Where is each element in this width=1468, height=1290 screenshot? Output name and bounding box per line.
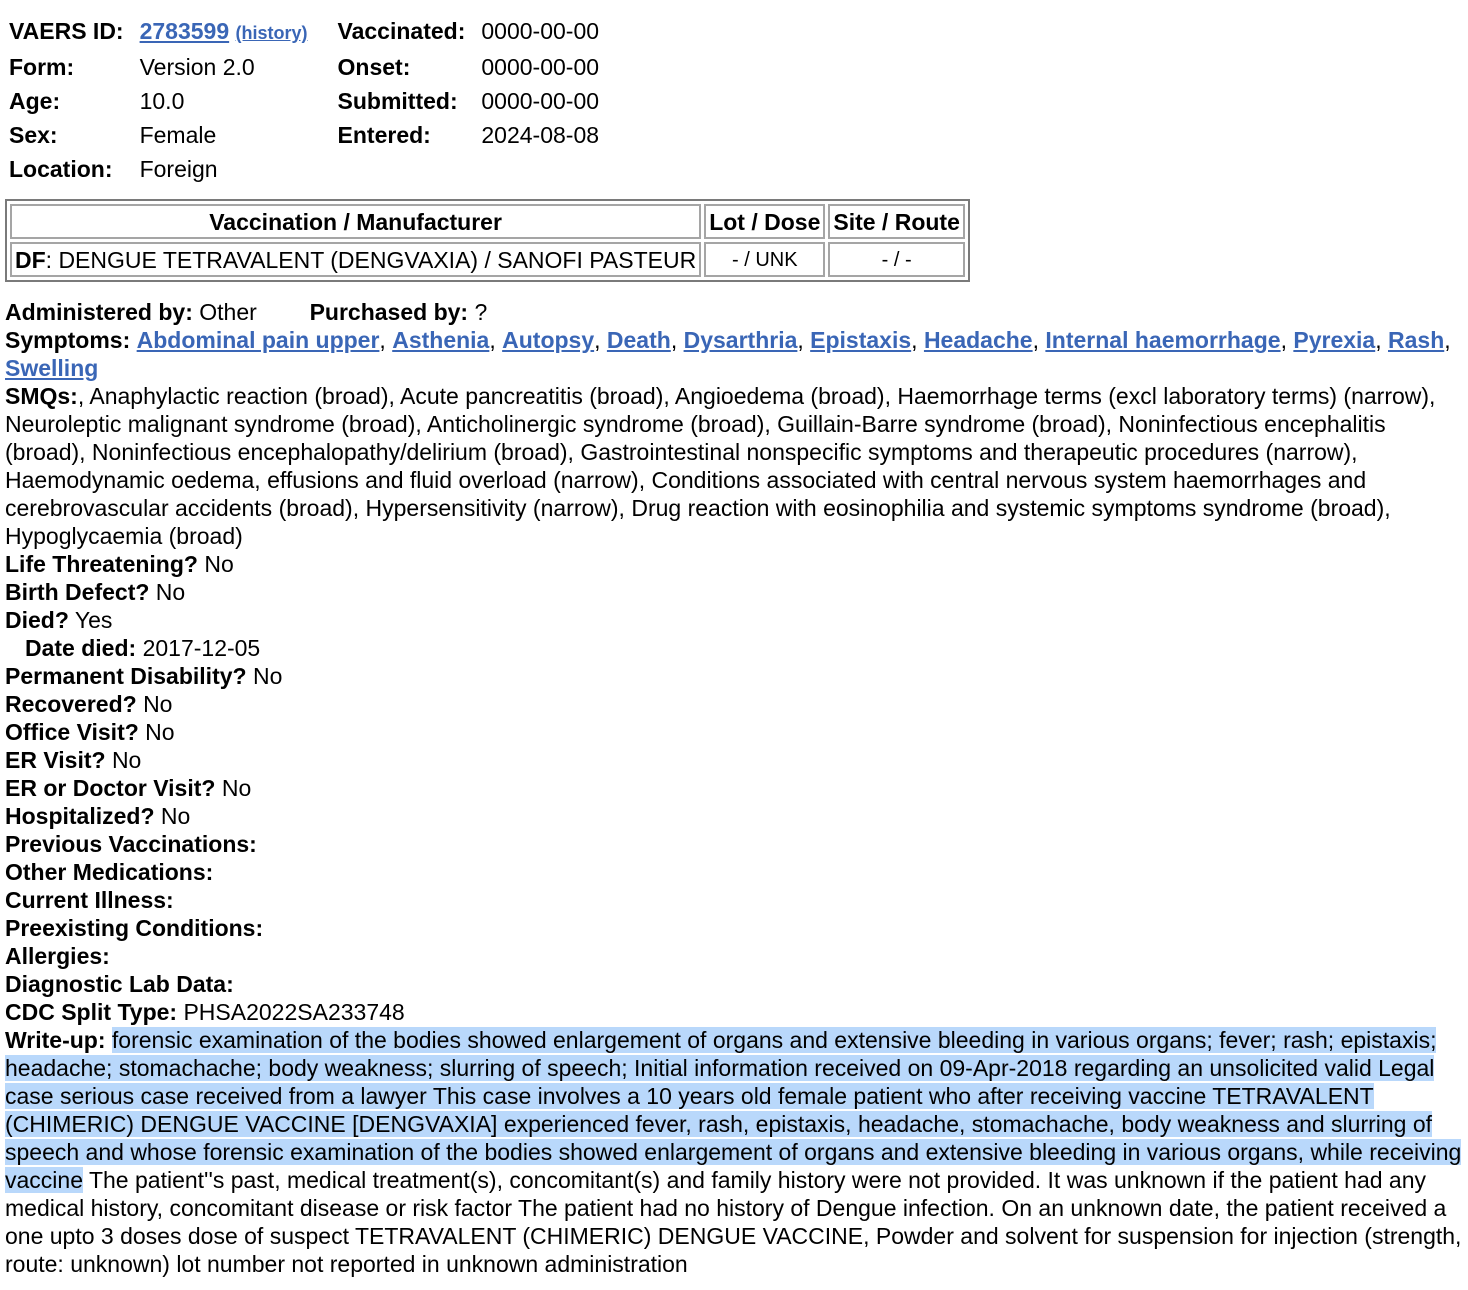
- vaers-id-label: VAERS ID:: [9, 18, 124, 44]
- age-label: Age:: [9, 88, 61, 114]
- writeup-text[interactable]: The patient''s past, medical treatment(s), concomitant(s) and family history were not provided. It was unknown if the patient had any medical history, concomitant disease or risk factor The patient had no history of Dengue infection. On an unknown date, the patient received a one upto 3 doses dose of suspect TETRAVALENT (CHIMERIC) DENGUE VACCINE, Powder and solvent for suspension for injection (strength, route: unknown) lot number not reported in unknown administration: [5, 1167, 1462, 1277]
- hospitalized-row: [5, 802, 1467, 830]
- permanent-disability-value: No: [252, 663, 283, 689]
- birth-defect-label: Birth Defect?: [5, 579, 150, 605]
- vaers-id-link[interactable]: 2783599: [139, 18, 230, 44]
- administered-row: [5, 298, 1467, 326]
- other-medications-label: Other Medications:: [5, 859, 214, 885]
- date-died-value: 2017-12-05: [142, 635, 261, 661]
- writeup-selected-text[interactable]: forensic examination of the bodies showed enlargement of organs and extensive bleeding in various organs; fever; rash; epistaxis; headache; stomachache; body weakness; slurring of speech; Initial information received on 09-Apr-2018 regarding an unsolicited valid Legal case serious case received from a lawyer This case involves a 10 years old female patient who after receiving vaccine TETRAVALENT (CHIMERIC) DENGUE VACCINE [DENGVAXIA] experienced fever, rash, epistaxis, headache, stomachache, body weakness and slurring of speech and whose forensic examination of the bodies showed enlargement of organs and extensive bleeding in various organs, while receiving vaccine: [5, 1027, 1462, 1193]
- previous-vaccinations-row: [5, 830, 1467, 858]
- er-doctor-visit-value: No: [221, 775, 252, 801]
- symptom-link[interactable]: Headache: [923, 327, 1033, 353]
- birth-defect-row: [5, 578, 1467, 606]
- vaccine-code: DF: [15, 246, 46, 273]
- smqs-label: SMQs:: [5, 383, 78, 409]
- writeup-label: Write-up:: [5, 1027, 106, 1053]
- purchased-value: ?: [474, 299, 488, 325]
- form-value: Version 2.0: [139, 54, 255, 80]
- permanent-disability-label: Permanent Disability?: [5, 663, 247, 689]
- symptoms-label: Symptoms:: [5, 327, 131, 353]
- date-died-label: Date died:: [25, 635, 137, 661]
- cdc-split-type-row: [5, 998, 1467, 1026]
- entered-label: Entered:: [337, 122, 431, 148]
- lot-dose-header: Lot / Dose: [704, 204, 825, 239]
- sex-label: Sex:: [9, 122, 58, 148]
- symptom-link[interactable]: Death: [606, 327, 671, 353]
- recovered-value: No: [143, 691, 173, 717]
- report-details: [5, 298, 1467, 1278]
- onset-value: 0000-00-00: [481, 54, 600, 80]
- site-route-cell: - / -: [828, 242, 965, 277]
- preexisting-conditions-label: Preexisting Conditions:: [5, 915, 264, 941]
- er-visit-value: No: [111, 747, 142, 773]
- lot-dose-cell: - / UNK: [704, 242, 825, 277]
- submitted-value: 0000-00-00: [481, 88, 600, 114]
- recovered-label: Recovered?: [5, 691, 137, 717]
- age-value: 10.0: [139, 88, 185, 114]
- er-visit-row: [5, 746, 1467, 774]
- current-illness-row: [5, 886, 1467, 914]
- writeup-row: [5, 1026, 1467, 1278]
- recovered-row: [5, 690, 1467, 718]
- preexisting-conditions-row: [5, 914, 1467, 942]
- er-visit-label: ER Visit?: [5, 747, 106, 773]
- previous-vaccinations-label: Previous Vaccinations:: [5, 831, 257, 857]
- cdc-split-type-label: CDC Split Type:: [5, 999, 178, 1025]
- office-visit-label: Office Visit?: [5, 719, 139, 745]
- history-link[interactable]: (history): [235, 23, 308, 43]
- other-medications-row: [5, 858, 1467, 886]
- vaccine-name: : DENGUE TETRAVALENT (DENGVAXIA) / SANOFI PASTEUR: [45, 246, 697, 273]
- symptom-link[interactable]: Dysarthria: [683, 327, 798, 353]
- symptom-link[interactable]: Asthenia: [392, 327, 490, 353]
- location-value: Foreign: [139, 156, 218, 182]
- life-threatening-row: [5, 550, 1467, 578]
- permanent-disability-row: [5, 662, 1467, 690]
- life-threatening-value: No: [204, 551, 234, 577]
- report-header-table: [5, 12, 629, 188]
- birth-defect-value: No: [155, 579, 186, 605]
- vaccine-cell: [10, 242, 701, 277]
- current-illness-label: Current Illness:: [5, 887, 174, 913]
- sex-value: Female: [139, 122, 217, 148]
- diagnostic-lab-data-label: Diagnostic Lab Data:: [5, 971, 234, 997]
- symptom-link[interactable]: Abdominal pain upper: [136, 327, 380, 353]
- administered-value: Other: [199, 299, 257, 325]
- hospitalized-value: No: [160, 803, 191, 829]
- smqs-row: [5, 382, 1467, 550]
- vaccinated-value: 0000-00-00: [481, 18, 600, 44]
- administered-label: Administered by:: [5, 299, 193, 325]
- er-doctor-visit-label: ER or Doctor Visit?: [5, 775, 216, 801]
- allergies-row: [5, 942, 1467, 970]
- died-label: Died?: [5, 607, 69, 633]
- died-value: Yes: [74, 607, 113, 633]
- symptom-link[interactable]: Pyrexia: [1293, 327, 1376, 353]
- vaccinated-label: Vaccinated:: [337, 18, 466, 44]
- purchased-label: Purchased by:: [309, 299, 469, 325]
- cdc-split-type-value: PHSA2022SA233748: [183, 999, 405, 1025]
- office-visit-row: [5, 718, 1467, 746]
- diagnostic-lab-data-row: [5, 970, 1467, 998]
- location-label: Location:: [9, 156, 113, 182]
- life-threatening-label: Life Threatening?: [5, 551, 198, 577]
- table-row: [10, 242, 965, 277]
- date-died-row: [5, 634, 1467, 662]
- symptom-link[interactable]: Autopsy: [502, 327, 595, 353]
- hospitalized-label: Hospitalized?: [5, 803, 155, 829]
- onset-label: Onset:: [337, 54, 411, 80]
- symptom-link[interactable]: Rash: [1388, 327, 1445, 353]
- vaccination-manufacturer-header: Vaccination / Manufacturer: [10, 204, 701, 239]
- symptom-link[interactable]: Epistaxis: [810, 327, 912, 353]
- smqs-value: , Anaphylactic reaction (broad), Acute pancreatitis (broad), Angioedema (broad), Haemorrhage terms (excl laboratory terms) (narrow), Neuroleptic malignant syndrome (broad), Anticholinergic syndrome (broad), Guillain-Barre syndrome (broad), Noninfectious encephalitis (broad), Noninfectious encephalopathy/delirium (broad), Gastrointestinal nonspecific symptoms and therapeutic procedures (narrow), Haemodynamic oedema, effusions and fluid overload (narrow), Conditions associated with central nervous system haemorrhages and cerebrovascular accidents (broad), Hypersensitivity (narrow), Drug reaction with eosinophilia and systemic symptoms syndrome (broad), Hypoglycaemia (broad): [5, 383, 1436, 549]
- symptom-link[interactable]: Swelling: [5, 355, 99, 381]
- died-row: [5, 606, 1467, 634]
- office-visit-value: No: [145, 719, 175, 745]
- vaccination-table: [5, 199, 970, 282]
- symptom-link[interactable]: Internal haemorrhage: [1045, 327, 1281, 353]
- entered-value: 2024-08-08: [481, 122, 600, 148]
- symptoms-row: Symptoms: Abdominal pain upper, Asthenia, Autopsy, Death, Dysarthria, Epistaxis, Headache, Internal haemorrhage, Pyrexia, Rash, Swelling: [5, 327, 1451, 381]
- form-label: Form:: [9, 54, 75, 80]
- submitted-label: Submitted:: [337, 88, 458, 114]
- allergies-label: Allergies:: [5, 943, 110, 969]
- site-route-header: Site / Route: [828, 204, 965, 239]
- er-doctor-visit-row: [5, 774, 1467, 802]
